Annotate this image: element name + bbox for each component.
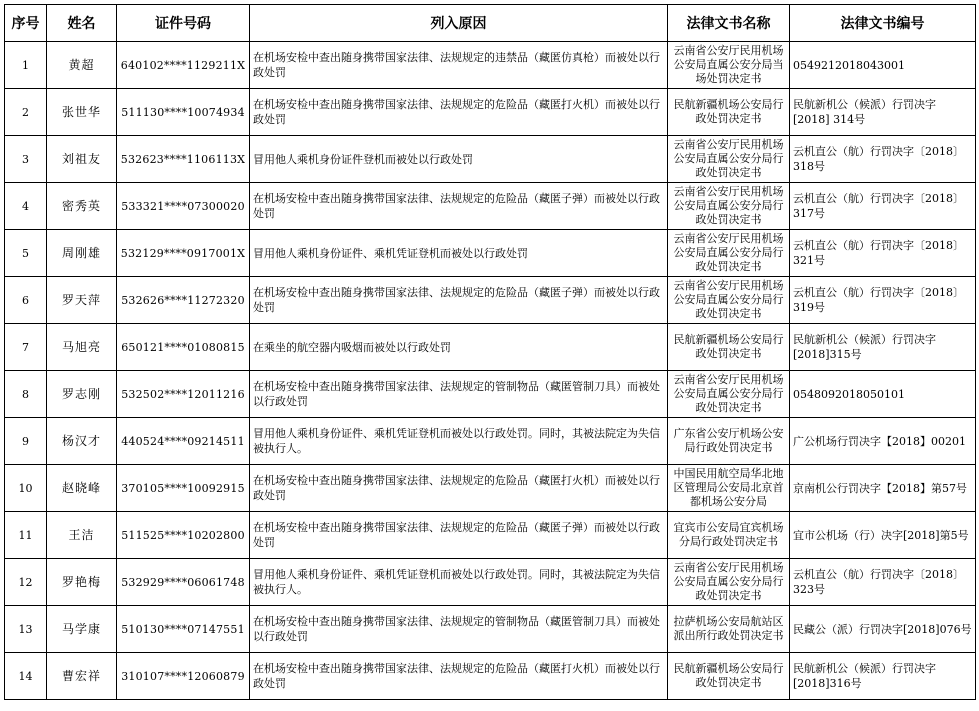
- row-index: 13: [5, 606, 47, 653]
- row-document-name: 广东省公安厅机场公安局行政处罚决定书: [668, 418, 790, 465]
- row-reason: 冒用他人乘机身份证件登机而被处以行政处罚: [250, 136, 668, 183]
- row-id-number: 533321****07300020: [117, 183, 250, 230]
- row-index: 2: [5, 89, 47, 136]
- row-reason: 在机场安检中查出随身携带国家法律、法规规定的违禁品（藏匿仿真枪）而被处以行政处罚: [250, 42, 668, 89]
- row-reason: 冒用他人乘机身份证件、乘机凭证登机而被处以行政处罚。同时，其被法院定为失信被执行人。: [250, 418, 668, 465]
- row-id-number: 510130****07147551: [117, 606, 250, 653]
- row-index: 5: [5, 230, 47, 277]
- table-row: [5, 418, 976, 465]
- header-index: 序号: [5, 5, 47, 42]
- row-document-name: 民航新疆机场公安局行政处罚决定书: [668, 324, 790, 371]
- row-document-number: 广公机场行罚决字【2018】00201: [790, 418, 976, 465]
- row-index: 9: [5, 418, 47, 465]
- row-reason: 在机场安检中查出随身携带国家法律、法规规定的危险品（藏匿打火机）而被处以行政处罚: [250, 89, 668, 136]
- row-id-number: 532623****1106113X: [117, 136, 250, 183]
- table-row: [5, 324, 976, 371]
- row-id-number: 640102****1129211X: [117, 42, 250, 89]
- row-reason: 在机场安检中查出随身携带国家法律、法规规定的危险品（藏匿打火机）而被处以行政处罚: [250, 465, 668, 512]
- row-reason: 冒用他人乘机身份证件、乘机凭证登机而被处以行政处罚: [250, 230, 668, 277]
- row-document-number: 民航新机公（候派）行罚决字[2018] 314号: [790, 89, 976, 136]
- row-name: 马学康: [47, 606, 117, 653]
- row-name: 杨汉才: [47, 418, 117, 465]
- header-document-name: 法律文书名称: [668, 5, 790, 42]
- table-row: [5, 230, 976, 277]
- row-index: 12: [5, 559, 47, 606]
- table-row: [5, 653, 976, 700]
- row-name: 赵晓峰: [47, 465, 117, 512]
- row-document-name: 民航新疆机场公安局行政处罚决定书: [668, 653, 790, 700]
- row-document-name: 民航新疆机场公安局行政处罚决定书: [668, 89, 790, 136]
- row-index: 3: [5, 136, 47, 183]
- row-id-number: 532626****11272320: [117, 277, 250, 324]
- row-document-number: 民航新机公（候派）行罚决字[2018]315号: [790, 324, 976, 371]
- row-index: 8: [5, 371, 47, 418]
- row-document-name: 云南省公安厅民用机场公安局直属公安分局当场处罚决定书: [668, 42, 790, 89]
- table-row: [5, 512, 976, 559]
- row-document-number: 云机直公（航）行罚决字〔2018〕323号: [790, 559, 976, 606]
- row-reason: 冒用他人乘机身份证件、乘机凭证登机而被处以行政处罚。同时，其被法院定为失信被执行人。: [250, 559, 668, 606]
- row-index: 1: [5, 42, 47, 89]
- header-row: [5, 5, 976, 42]
- row-name: 刘祖友: [47, 136, 117, 183]
- row-index: 6: [5, 277, 47, 324]
- row-reason: 在机场安检中查出随身携带国家法律、法规规定的危险品（藏匿子弹）而被处以行政处罚: [250, 277, 668, 324]
- row-document-number: 云机直公（航）行罚决字〔2018〕317号: [790, 183, 976, 230]
- row-id-number: 532129****0917001X: [117, 230, 250, 277]
- row-name: 罗志刚: [47, 371, 117, 418]
- row-id-number: 532929****06061748: [117, 559, 250, 606]
- row-id-number: 440524****09214511: [117, 418, 250, 465]
- header-name: 姓名: [47, 5, 117, 42]
- row-index: 10: [5, 465, 47, 512]
- row-document-number: 0549212018043001: [790, 42, 976, 89]
- row-id-number: 511130****10074934: [117, 89, 250, 136]
- blacklist-table: [4, 4, 976, 700]
- row-index: 14: [5, 653, 47, 700]
- row-document-number: 云机直公（航）行罚决字〔2018〕321号: [790, 230, 976, 277]
- row-name: 周刚雄: [47, 230, 117, 277]
- table-row: [5, 606, 976, 653]
- table-row: [5, 89, 976, 136]
- row-name: 黄超: [47, 42, 117, 89]
- table-row: [5, 465, 976, 512]
- row-document-name: 云南省公安厅民用机场公安局直属公安分局行政处罚决定书: [668, 559, 790, 606]
- table-row: [5, 183, 976, 230]
- row-id-number: 650121****01080815: [117, 324, 250, 371]
- table-row: [5, 277, 976, 324]
- row-name: 王洁: [47, 512, 117, 559]
- row-id-number: 310107****12060879: [117, 653, 250, 700]
- row-name: 张世华: [47, 89, 117, 136]
- row-document-number: 0548092018050101: [790, 371, 976, 418]
- row-document-name: 云南省公安厅民用机场公安局直属公安分局行政处罚决定书: [668, 277, 790, 324]
- row-id-number: 532502****12011216: [117, 371, 250, 418]
- row-name: 密秀英: [47, 183, 117, 230]
- row-document-name: 拉萨机场公安局航站区派出所行政处罚决定书: [668, 606, 790, 653]
- row-reason: 在机场安检中查出随身携带国家法律、法规规定的危险品（藏匿子弹）而被处以行政处罚: [250, 183, 668, 230]
- row-reason: 在机场安检中查出随身携带国家法律、法规规定的管制物品（藏匿管制刀具）而被处以行政处罚: [250, 371, 668, 418]
- row-reason: 在机场安检中查出随身携带国家法律、法规规定的危险品（藏匿子弹）而被处以行政处罚: [250, 512, 668, 559]
- row-document-name: 云南省公安厅民用机场公安局直属公安分局行政处罚决定书: [668, 371, 790, 418]
- table-row: [5, 136, 976, 183]
- table-row: [5, 42, 976, 89]
- header-document-number: 法律文书编号: [790, 5, 976, 42]
- row-document-number: 民航新机公（候派）行罚决字[2018]316号: [790, 653, 976, 700]
- row-name: 马旭亮: [47, 324, 117, 371]
- row-name: 罗艳梅: [47, 559, 117, 606]
- row-index: 11: [5, 512, 47, 559]
- row-name: 罗天萍: [47, 277, 117, 324]
- row-document-number: 京南机公行罚决字【2018】第57号: [790, 465, 976, 512]
- row-reason: 在乘坐的航空器内吸烟而被处以行政处罚: [250, 324, 668, 371]
- row-document-number: 云机直公（航）行罚决字〔2018〕319号: [790, 277, 976, 324]
- row-reason: 在机场安检中查出随身携带国家法律、法规规定的管制物品（藏匿管制刀具）而被处以行政处罚: [250, 606, 668, 653]
- row-document-name: 云南省公安厅民用机场公安局直属公安分局行政处罚决定书: [668, 136, 790, 183]
- row-document-number: 宜市公机场（行）决字[2018]第5号: [790, 512, 976, 559]
- row-document-name: 宜宾市公安局宜宾机场分局行政处罚决定书: [668, 512, 790, 559]
- row-document-name: 云南省公安厅民用机场公安局直属公安分局行政处罚决定书: [668, 183, 790, 230]
- row-id-number: 511525****10202800: [117, 512, 250, 559]
- row-index: 4: [5, 183, 47, 230]
- row-document-number: 云机直公（航）行罚决字〔2018〕318号: [790, 136, 976, 183]
- table-row: [5, 559, 976, 606]
- row-reason: 在机场安检中查出随身携带国家法律、法规规定的危险品（藏匿打火机）而被处以行政处罚: [250, 653, 668, 700]
- header-reason: 列入原因: [250, 5, 668, 42]
- row-id-number: 370105****10092915: [117, 465, 250, 512]
- row-name: 曹宏祥: [47, 653, 117, 700]
- table-row: [5, 371, 976, 418]
- row-document-number: 民藏公（派）行罚决字[2018]076号: [790, 606, 976, 653]
- header-id-number: 证件号码: [117, 5, 250, 42]
- row-document-name: 中国民用航空局华北地区管理局公安局北京首都机场公安分局: [668, 465, 790, 512]
- row-index: 7: [5, 324, 47, 371]
- row-document-name: 云南省公安厅民用机场公安局直属公安分局行政处罚决定书: [668, 230, 790, 277]
